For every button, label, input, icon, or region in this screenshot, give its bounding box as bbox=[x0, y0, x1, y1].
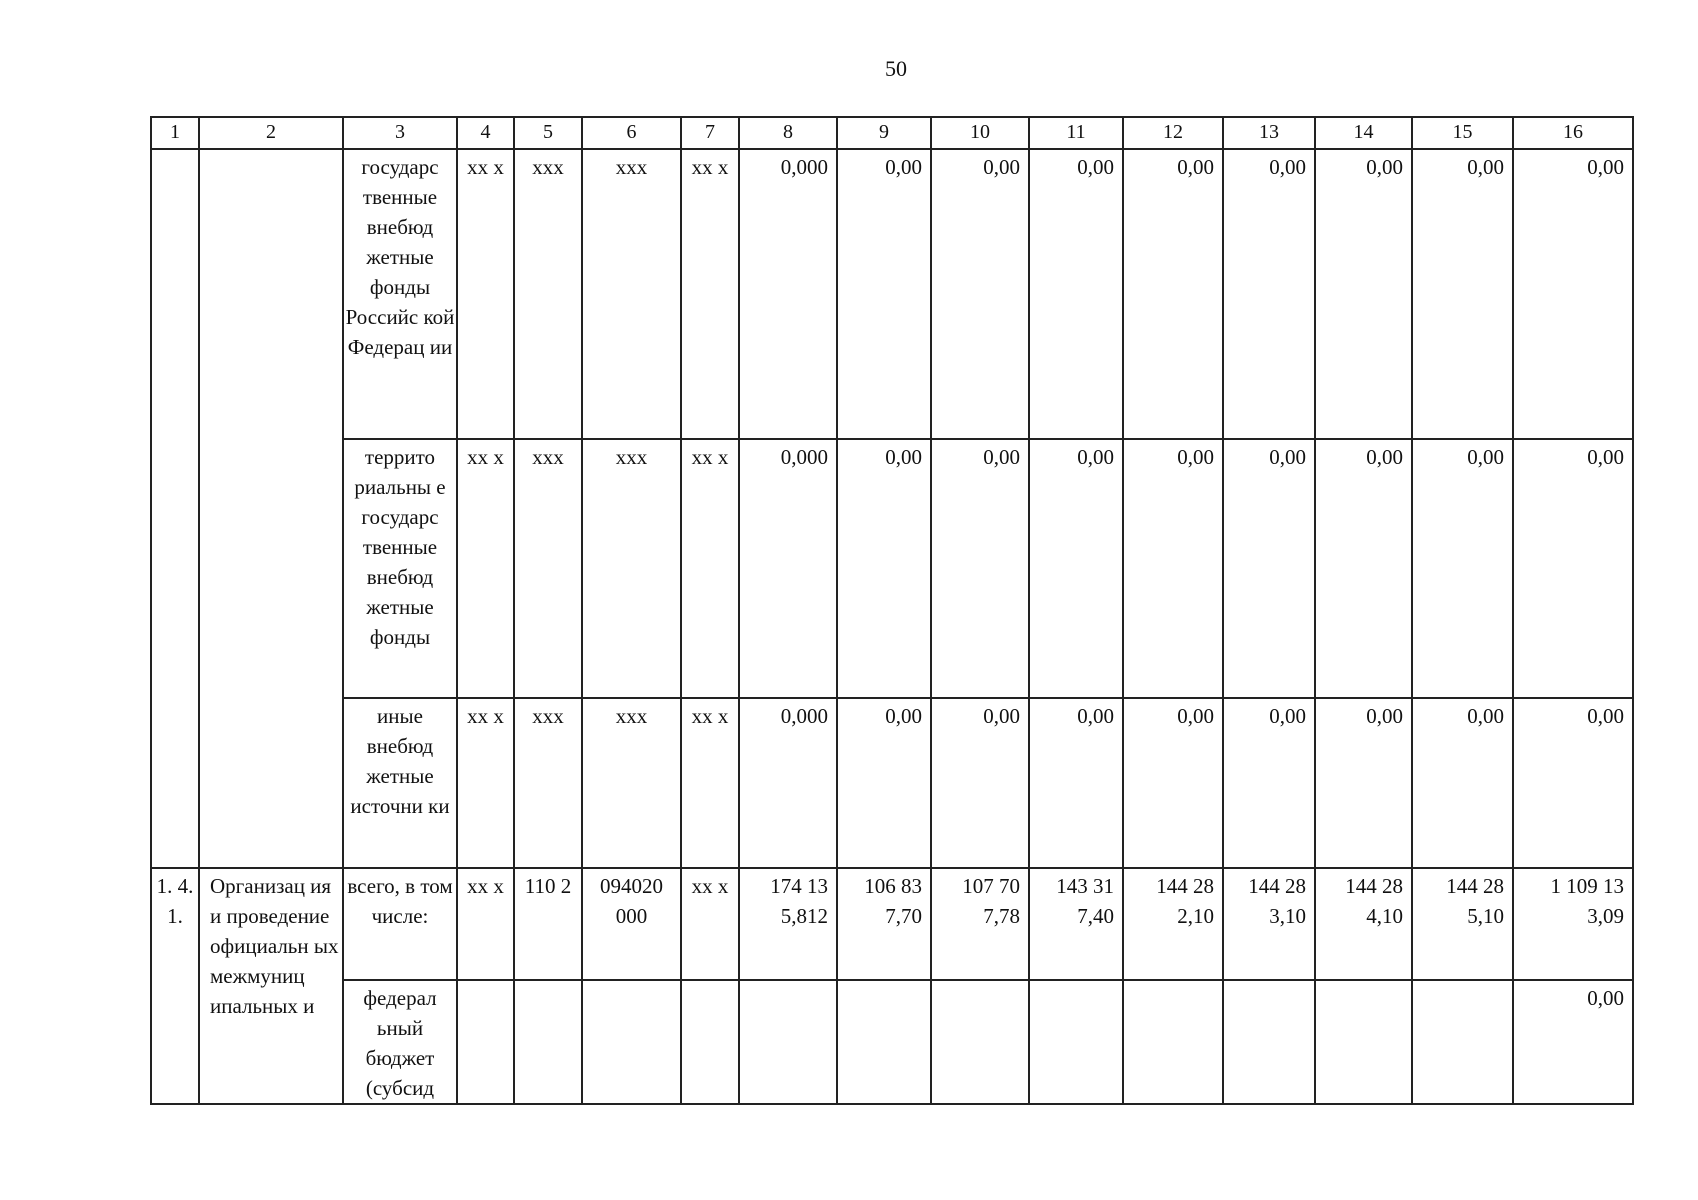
table-row bbox=[151, 698, 1633, 868]
code-cell: хх х bbox=[457, 868, 514, 980]
value-cell: 0,000 bbox=[739, 439, 837, 698]
value-cell: 0,000 bbox=[739, 698, 837, 868]
empty-cell bbox=[582, 980, 681, 1104]
empty-cell bbox=[681, 980, 739, 1104]
value-cell: 0,000 bbox=[739, 149, 837, 439]
value-cell: 144 28 4,10 bbox=[1315, 868, 1412, 980]
code-cell: ххх bbox=[514, 698, 582, 868]
header-cell: 1 bbox=[151, 117, 199, 149]
header-cell: 4 bbox=[457, 117, 514, 149]
code-cell: ххх bbox=[582, 149, 681, 439]
value-cell: 0,00 bbox=[1029, 149, 1123, 439]
source-cell: террито риальны е государс твенные внебюд жетные фонды bbox=[343, 439, 457, 698]
source-cell: государс твенные внебюд жетные фонды Российс кой Федерац ии bbox=[343, 149, 457, 439]
value-cell: 0,00 bbox=[1123, 439, 1223, 698]
value-cell: 174 13 5,812 bbox=[739, 868, 837, 980]
value-cell: 0,00 bbox=[1223, 698, 1315, 868]
header-cell: 8 bbox=[739, 117, 837, 149]
empty-cell bbox=[514, 980, 582, 1104]
value-cell: 143 31 7,40 bbox=[1029, 868, 1123, 980]
header-cell: 5 bbox=[514, 117, 582, 149]
header-cell: 14 bbox=[1315, 117, 1412, 149]
empty-cell bbox=[151, 149, 199, 868]
value-cell: 0,00 bbox=[1412, 149, 1513, 439]
empty-cell bbox=[837, 980, 931, 1104]
value-cell: 0,00 bbox=[1029, 698, 1123, 868]
value-cell: 0,00 bbox=[837, 698, 931, 868]
value-cell: 0,00 bbox=[837, 439, 931, 698]
value-cell: 0,00 bbox=[1029, 439, 1123, 698]
header-cell: 6 bbox=[582, 117, 681, 149]
value-cell: 0,00 bbox=[1513, 698, 1633, 868]
empty-cell bbox=[1123, 980, 1223, 1104]
value-cell: 144 28 2,10 bbox=[1123, 868, 1223, 980]
budget-table bbox=[150, 116, 1634, 1105]
code-cell: ххх bbox=[582, 698, 681, 868]
value-cell: 0,00 bbox=[1513, 149, 1633, 439]
code-cell: 110 2 bbox=[514, 868, 582, 980]
code-cell: ххх bbox=[514, 149, 582, 439]
empty-cell bbox=[457, 980, 514, 1104]
item-number-cell: 1. 4. 1. bbox=[151, 868, 199, 1104]
empty-cell bbox=[931, 980, 1029, 1104]
header-cell: 13 bbox=[1223, 117, 1315, 149]
value-cell: 0,00 bbox=[837, 149, 931, 439]
header-cell: 3 bbox=[343, 117, 457, 149]
value-cell: 0,00 bbox=[931, 439, 1029, 698]
empty-cell bbox=[1223, 980, 1315, 1104]
code-cell: ххх bbox=[582, 439, 681, 698]
value-cell: 0,00 bbox=[1223, 439, 1315, 698]
value-cell: 0,00 bbox=[1315, 439, 1412, 698]
value-cell: 144 28 3,10 bbox=[1223, 868, 1315, 980]
source-cell: федерал ьный бюджет (субсид bbox=[343, 980, 457, 1104]
code-cell: хх х bbox=[681, 149, 739, 439]
table-row bbox=[151, 439, 1633, 698]
value-cell: 144 28 5,10 bbox=[1412, 868, 1513, 980]
code-cell: хх х bbox=[457, 698, 514, 868]
code-cell: хх х bbox=[681, 868, 739, 980]
value-cell: 0,00 bbox=[1513, 439, 1633, 698]
value-cell: 0,00 bbox=[1412, 698, 1513, 868]
table-row bbox=[151, 149, 1633, 439]
value-cell: 0,00 bbox=[1123, 698, 1223, 868]
empty-cell bbox=[739, 980, 837, 1104]
value-cell: 0,00 bbox=[1412, 439, 1513, 698]
value-cell: 0,00 bbox=[1123, 149, 1223, 439]
header-cell: 10 bbox=[931, 117, 1029, 149]
value-cell: 1 109 13 3,09 bbox=[1513, 868, 1633, 980]
table-row bbox=[151, 980, 1633, 1104]
value-cell: 0,00 bbox=[1223, 149, 1315, 439]
page-number: 50 bbox=[885, 56, 907, 81]
value-cell: 0,00 bbox=[931, 698, 1029, 868]
code-cell: хх х bbox=[457, 149, 514, 439]
header-cell: 11 bbox=[1029, 117, 1123, 149]
value-cell: 0,00 bbox=[1315, 698, 1412, 868]
empty-cell bbox=[1315, 980, 1412, 1104]
value-cell: 106 83 7,70 bbox=[837, 868, 931, 980]
header-cell: 15 bbox=[1412, 117, 1513, 149]
item-name-cell: Организац ия и проведение официальн ых межмуниц ипальных и bbox=[199, 868, 343, 1104]
header-cell: 2 bbox=[199, 117, 343, 149]
empty-cell bbox=[1412, 980, 1513, 1104]
source-cell: всего, в том числе: bbox=[343, 868, 457, 980]
code-cell: хх х bbox=[457, 439, 514, 698]
value-cell: 107 70 7,78 bbox=[931, 868, 1029, 980]
code-cell: хх х bbox=[681, 698, 739, 868]
empty-cell bbox=[1029, 980, 1123, 1104]
value-cell: 0,00 bbox=[1513, 980, 1633, 1104]
header-cell: 12 bbox=[1123, 117, 1223, 149]
code-cell: 094020 000 bbox=[582, 868, 681, 980]
header-cell: 7 bbox=[681, 117, 739, 149]
code-cell: ххх bbox=[514, 439, 582, 698]
value-cell: 0,00 bbox=[931, 149, 1029, 439]
table-row bbox=[151, 868, 1633, 980]
source-cell: иные внебюд жетные источни ки bbox=[343, 698, 457, 868]
empty-cell bbox=[199, 149, 343, 868]
code-cell: хх х bbox=[681, 439, 739, 698]
header-cell: 9 bbox=[837, 117, 931, 149]
header-row bbox=[151, 117, 1633, 149]
header-cell: 16 bbox=[1513, 117, 1633, 149]
value-cell: 0,00 bbox=[1315, 149, 1412, 439]
